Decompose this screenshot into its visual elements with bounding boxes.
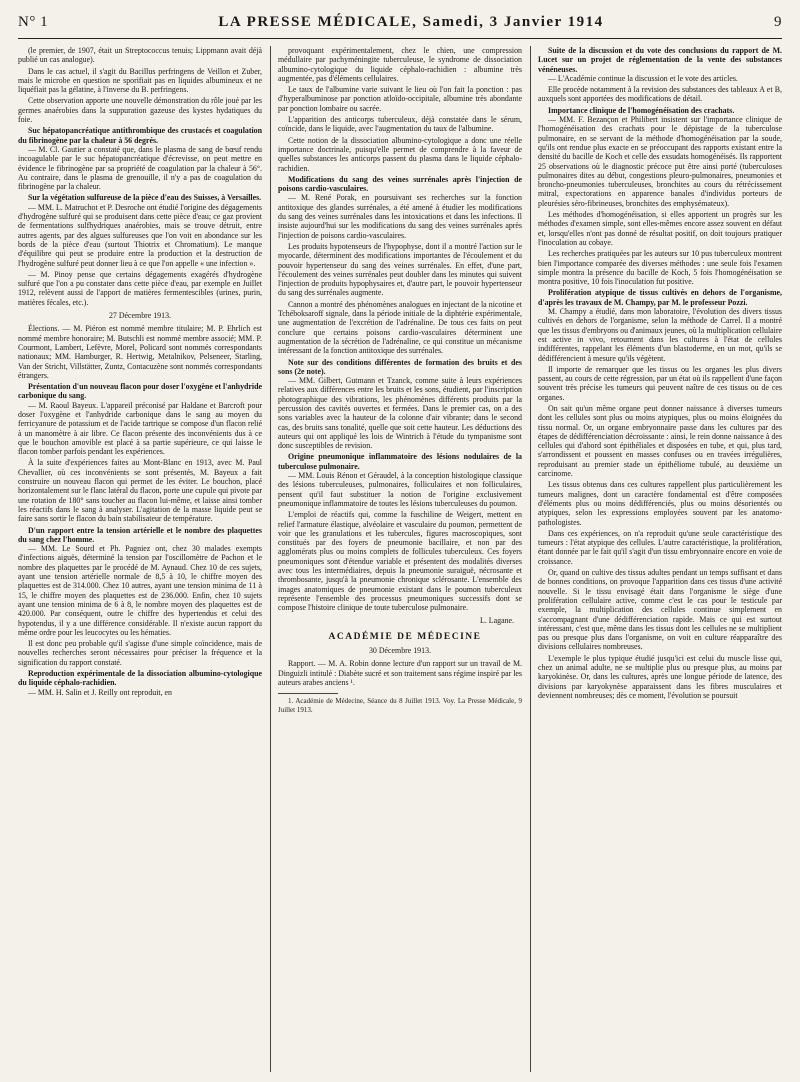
paragraph: Dans ces expériences, on n'a reproduit qu'une seule caractéristique des tumeurs : l'état atypique des cellules. L'autre caractéristique, la prolifération, étant donnée par le fait qu'il s'agit d'un tissu embryonnaire encore en voie de croissance. (538, 528, 782, 566)
section-heading: Note sur des conditions différentes de formation des bruits et des sons (2e note). (278, 357, 522, 376)
paragraph: — MM. Louis Rénon et Géraudel, à la conception histologique classique des lésions tuberculeuses, pulmonaires, folliculaires et non folliculaires, pensent qu'il faut substituer la notion de l'origine exclusivement pneumonique inflammatoire de toutes les lésions tuberculeuses du poumon. (278, 471, 522, 508)
section-heading: Suc hépatopancréatique antithrombique des crustacés et coagulation du fibrinogène par la chaleur à 56 degrés. (18, 126, 262, 145)
page-number: 9 (773, 14, 782, 30)
paragraph: Dans le cas actuel, il s'agit du Bacillus perfringens de Veillon et Zuber, mais le microbe en question ne sporifiait pas en liquides albumineux et ne liquéfiait pas la gélatine, à l'inverse du B. perfringens. (18, 66, 262, 95)
paragraph: M. Champy a étudié, dans mon laboratoire, l'évolution des divers tissus cultivés en dehors de l'organisme, selon la méthode de Carrel. Il a montré que les tissus d'embryons ou d'animaux jeunes, où la multiplication cellulaire est active in vivo, retournent dans les cultures à l'état de cellules indifférentes, rappelant les éléments d'un blastoderme, en un mot, qu'ils se dédifférencient à mesure qu'ils végètent. (538, 307, 782, 363)
paragraph: — M. Raoul Bayeux. L'appareil préconisé par Haldane et Barcroft pour doser l'oxygène et l'anhydride carbonique dans le sang au moyen du ferricyanure de potassium et de l'acide tartrique se compose d'un flacon relié à un manomètre à air libre. Ce flacon présente des inconvénients dus à ce que le bouchon amovible est placé à sa partie supérieure, ce qui laisse le flacon tomber parfois pendant les expériences. (18, 400, 262, 457)
paragraph: Les produits hypotenseurs de l'hypophyse, dont il a montré l'action sur le myocarde, déterminent des modifications importantes de l'écoulement et du pouvoir hypertenseur du sang des veines surrénales. En effet, d'une part, l'écoulement des veines surrénales peut doubler dans les minutes qui suivent l'injection de produits hypophysaires et, d'autre part, le pouvoir hypertenseur du sang des surrénales augmente. (278, 241, 522, 298)
paragraph: Cannon a montré des phénomènes analogues en injectant de la nicotine et Tchéboksaroff signale, dans la période initiale de la diphtérie expérimentale, une augmentation de l'excrétion de l'adrénaline. De tous ces faits on peut conclure que certains poisons cardio-vasculaires déterminent une augmentation de la sécrétion de l'adrénaline, ce qui constitue un mécanisme intéressant de la fonction antitoxique des surrénales. (278, 299, 522, 356)
paragraph: — M. Pinoy pense que certains dégagements exagérés d'hydrogène sulfuré que l'on a pu constater dans cette pièce d'eau, par exemple en Juillet 1912, relèvent aussi de l'apport de matières fermentescibles (urines, purin, matières fécales, etc.). (18, 269, 262, 307)
paragraph: L'emploi de réactifs qui, comme la fuschiline de Weigert, mettent en relief l'armature élastique, alvéolaire et vasculaire du poumon, permettent de voir que les granulations et les tubercules, figures macroscopiques, sont constitués par des foyers de pneumonie bacillaire, et non par des agglomérats plus ou moins complets de follicules tuberculeux. Ces foyers pneumoniques sont d'étendue variable et présentent des modalités diverses avec tous les intermédiaires, depuis la pneumonie suraiguë, nécrosante et thrombosante, jusqu'à la pneumonie chronique sclérosante. L'ensemble des images anatomiques de pneumonie existant dans le poumon tuberculeux représente l'ensemble des processus pneumoniques successifs dont se compose l'histoire clinique de toute tuberculose pulmonaire. (278, 510, 522, 613)
paragraph: Élections. — M. Piéron est nommé membre titulaire; M. P. Ehrlich est nommé membre honoraire; M. Butschli est nommé membre associé; MM. P. Courmont, Lambert, Lefèvre, Morel, Policard sont nommés correspondants nationaux; MM. Hamburger, R. Hertwig, Metalnikov, Pelseneer, Starling, Van der Stricht, Villstätter, Zuntz, Contacuzène sont nommés correspondants étrangers. (18, 324, 262, 380)
column-3 (538, 46, 782, 1072)
session-date: 30 Décembre 1913. (368, 646, 431, 656)
paragraph: Cette observation apporte une nouvelle démonstration du rôle joué par les germes anaérobies dans la suppuration gazeuse des kystes hydatiques du foie. (18, 96, 262, 125)
column-divider (270, 46, 271, 1072)
session-date: 27 Décembre 1913. (108, 311, 171, 321)
column-2 (278, 46, 522, 1072)
paragraph: On sait qu'un même organe peut donner naissance à diverses tumeurs dont les cellules sont plus ou moins atypiques, plus ou moins éloignées du tissu normal. Or, un organe embryonnaire passe dans les cultures par des étapes de dédifférenciation décroissante : ainsi, le rein donne naissance à des cellules qui d'abord sont épithéliales et disposées en tube, et qui, plus tard, s'arrondissent et poussent en masses confuses ou en travées irrégulières, reproduisant au premier stade un épithéliome tubulé, au deuxième un carcinome. (538, 403, 782, 479)
section-heading: Origine pneumonique inflammatoire des lésions nodulaires de la tuberculose pulmonaire. (278, 452, 522, 471)
paragraph: Il est donc peu probable qu'il s'agisse d'une simple coïncidence, mais de nouvelles recherches seront nécessaires pour préciser la fréquence et la signification du rapport constaté. (18, 639, 262, 667)
paragraph: (le premier, de 1907, était un Streptococcus tenuis; Lippmann avait déjà publié un cas analogue). (18, 46, 262, 65)
paragraph: Cette notion de la dissociation albumino-cytologique a donc une réelle importance doctrinale, puisqu'elle permet de comprendre à la faveur de quelles substances les anticorps passent du plasma dans le liquide céphalo-rachidien. (278, 135, 522, 173)
section-heading: Sur la végétation sulfureuse de la pièce d'eau des Suisses, à Versailles. (28, 193, 262, 203)
header-rule (18, 38, 782, 39)
paragraph: — MM. Le Sourd et Ph. Pagniez ont, chez 30 malades exempts d'infections aiguës, déterminé la tension par l'oscillomètre de Pachon et le nombre des plaquettes par le procédé de M. Aynaud. Chez 10 de ces sujets, ayant une tension artérielle normale de 8,5 à 10, le chiffre moyen des plaquettes est de 314.000. Chez 10 autres, ayant une tension minima de 11 à 15, le chiffre moyen des plaquettes est de 236.000. Enfin, chez 10 sujets ayant une tension minima de 6 à 8, le nombre moyen des plaquettes est de 420.000. Par conséquent, outre le chiffre des hypertendus et celui des hypotendus, il y a une différence considérable. Il n'existe aucun rapport du même ordre pour les leucocytes ou les hématies. (18, 544, 262, 637)
section-heading: Modifications du sang des veines surrénales après l'injection de poisons cardio-vasculaires. (278, 174, 522, 194)
paragraph: — M. René Porak, en poursuivant ses recherches sur la fonction antitoxique des glandes surrénales, a été amené à étudier les modifications du sang des veines surrénales dans les intoxications et dans les infections. Il insiste aujourd'hui sur les modifications du sang des veines surrénales après l'injection de poisons cardio-vasculaires. (278, 193, 522, 240)
paragraph: — L'Académie continue la discussion et le vote des articles. (548, 73, 738, 83)
section-title: ACADÉMIE DE MÉDECINE (328, 631, 482, 642)
footnote: 1. Académie de Médecine, Séance du 8 Juillet 1913. Voy. La Presse Médicale, 9 Juillet 1913. (278, 697, 522, 714)
paragraph: — MM. F. Bezançon et Philibert insistent sur l'importance clinique de l'homogénéisation des crachats pour le dépistage de la tuberculose pulmonaire, en se servant de la méthode d'homogénéisation par la soude, qu'ils ont rendue plus exacte en se préoccupant des rapports existant entre la densité du bacille de Koch et celle des exsudats homogénéisés. Ils rapportent 25 observations où le diagnostic précoce put être ainsi porté (tuberculoses pulmonaires dites au début, congestions pleuro-pulmonaires, pneumonies et broncho-pneumonies tuberculeuses, bronchites au cours du rétrécissement mitral, expectorations en apparence banales d'individus porteurs de pleurésies séro-fibrineuses, bronchites des emphysémateux). (538, 115, 782, 208)
footnote-rule (278, 693, 338, 694)
paragraph: — MM. H. Salin et J. Reilly ont reproduit, en (28, 687, 172, 697)
paragraph: L'exemple le plus typique étudié jusqu'ici est celui du muscle lisse qui, chez un animal adulte, ne se multiplie plus ou presque plus, au moins par karyokinèse. Or, dans les cultures, après une longue période de latence, des divisions par karyokynèse apparaissent dans les fibres musculaires et deviennent nombreuses; dès ce moment, l'évolution se poursuit (538, 653, 782, 700)
paragraph: Elle procède notamment à la revision des substances des tableaux A et B, auxquels sont apportées des modifications de détail. (538, 85, 782, 104)
paragraph: À la suite d'expériences faites au Mont-Blanc en 1913, avec M. Paul Chevallier, où ces inconvénients se sont présentés, M. Bayeux a fait construire un nouveau flacon qui permet de les éviter. Le bouchon, placé horizontalement sur le flanc latéral du flacon, porte une cupule qui pivote par une rotation de 180° sans toucher au flacon lui-même, et laisse ainsi tomber les réactifs dans le sang à analyser. L'agitation de la masse liquide peut se faire sans sortir le flacon du bain stabilisateur de température. (18, 458, 262, 524)
paragraph: — MM. L. Matruchot et P. Desroche ont étudié l'origine des dégagements d'hydrogène sulfuré qui se produisent dans cette pièce d'eau; ce gaz provient de fermentations sulfhydriques anaérobies, mais se trouve détruit, entre autres agents, par des algues sulfureuses que l'on voit en abondance sur les bords de la pièce d'eau (surtout Thiotrix et Chromatium). Le manque d'équilibre qui peut se produire entre la production et la destruction de l'hydrogène sulfuré peut donner lieu à ce que l'on appelle « une infection ». (18, 202, 262, 268)
paragraph: Rapport. — M. A. Robin donne lecture d'un rapport sur un travail de M. Dinguizli intitulé : Diabète sucré et son traitement sans régime inspiré par les auteurs arabes anciens ¹. (278, 659, 522, 687)
paragraph: provoquant expérimentalement, chez le chien, une compression médullaire par pachyméningite tuberculeuse, le syndrome de dissociation albumino-cytologique du liquide céphalo-rachidien : albumine très augmentée, pas d'éléments cellulaires. (278, 46, 522, 83)
paragraph: Les tissus obtenus dans ces cultures rappellent plus particulièrement les tumeurs malignes, dont un caractère fondamental est d'être composées d'éléments plus ou moins dédifférenciés, plus ou moins désorientés ou atypiques, selon les expressions employées souvent par les anatomo-pathologistes. (538, 480, 782, 527)
paragraph: Or, quand on cultive des tissus adultes pendant un temps suffisant et dans de bonnes conditions, on provoque l'apparition dans ces tissus d'une activité nouvelle. Si le tissu envisagé était dans l'organisme le siège d'une prolifération cellulaire active, comme c'est le cas pour le testicule par exemple, la multiplication des cellules continue simplement en s'accompagnant d'une dédifférenciation rapide. Mais ce qui est surtout intéressant, c'est que, même dans les tissus dont les cellules ne se multiplient pas ou presque plus dans l'organisme, on voit en culture réapparaître des divisions cellulaires nombreuses. (538, 568, 782, 652)
column-1 (18, 46, 262, 1072)
section-heading: Suite de la discussion et du vote des conclusions du rapport de M. Lucet sur un projet de réglementation de la vente des substances vénéneuses. (538, 46, 782, 74)
author-signature: L. Lagane. (480, 615, 514, 625)
masthead (18, 14, 782, 36)
column-divider (530, 46, 531, 1072)
section-heading: Prolifération atypique de tissus cultivés en dehors de l'organisme, d'après les travaux de M. Champy, par M. le professeur Pozzi. (538, 288, 782, 307)
paragraph: Les recherches pratiquées par les auteurs sur 10 pus tuberculeux montrent bien l'importance comparée des diverses méthodes : une seule fois l'examen simple montra la présence du bacille de Koch, 5 fois l'homogénéisation se montra positive, 10 fois l'inoculation fut positive. (538, 249, 782, 287)
paragraph: Il importe de remarquer que les tissus ou les organes les plus divers passent, au cours de cette régression, par un état où ils rappellent d'une façon souvent très précise les tumeurs qui peuvent naître de ces tissus ou de ces organes. (538, 364, 782, 402)
paragraph: Les méthodes d'homogénéisation, si elles apportent un progrès sur les méthodes d'examen simple, sont elles-mêmes encore assez souvent en défaut et, lorsqu'elles n'ont pas donné de résultat positif, on doit toujours pratiquer l'inoculation au cobaye. (538, 210, 782, 247)
section-heading: Présentation d'un nouveau flacon pour doser l'oxygène et l'anhydride carbonique du sang. (18, 382, 262, 401)
section-heading: Reproduction expérimentale de la dissociation albumino-cytologique du liquide céphalo-rachidien. (18, 669, 262, 688)
paragraph: — MM. Gilbert, Gutmann et Tzanck, comme suite à leurs expériences relatives aux différences entre les bruits et les sons, étudient, par l'inscription photographique des vibrations, les phénomènes différents produits par la percussion des cavités ouvertes et fermées. Dans le premier cas, on a des sons variables avec la hauteur de la colonne d'air vibrante; dans le second cas, des bruits sans tonalité, quelle que soit cette hauteur. Les déductions des auteurs qui ont appliqué les lois de Wintrich à l'étude du tympanisme sont donc susceptibles de revision. (278, 376, 522, 451)
masthead-title: LA PRESSE MÉDICALE, Samedi, 3 Janvier 1914 (218, 14, 604, 30)
issue-number: N° 1 (18, 14, 49, 30)
section-heading: D'un rapport entre la tension artérielle et le nombre des plaquettes du sang chez l'homme. (18, 525, 262, 544)
paragraph: — M. Cl. Gautier a constaté que, dans le plasma de sang de bœuf rendu incoagulable par le suc hépatopancréatique d'écrevisse, on peut mettre en évidence le fibrinogène par sa propriété de coagulation par la chaleur à 56°. Au contraire, dans le plasma de grenouille, il n'y a pas de coagulation du fibrinogène par la chaleur. (18, 144, 262, 192)
paragraph: Le taux de l'albumine varie suivant le lieu où l'on fait la ponction : pas d'hyperalbuminose par ponction atloïdo-occipitale, albumine très abondante par ponction lombaire ou sacrée. (278, 85, 522, 113)
paragraph: L'apparition des anticorps tuberculeux, déjà constatée dans le sérum, coïncide, dans le liquide, avec l'augmentation du taux de l'albumine. (278, 115, 522, 134)
section-heading: Importance clinique de l'homogénéisation des crachats. (548, 105, 735, 115)
